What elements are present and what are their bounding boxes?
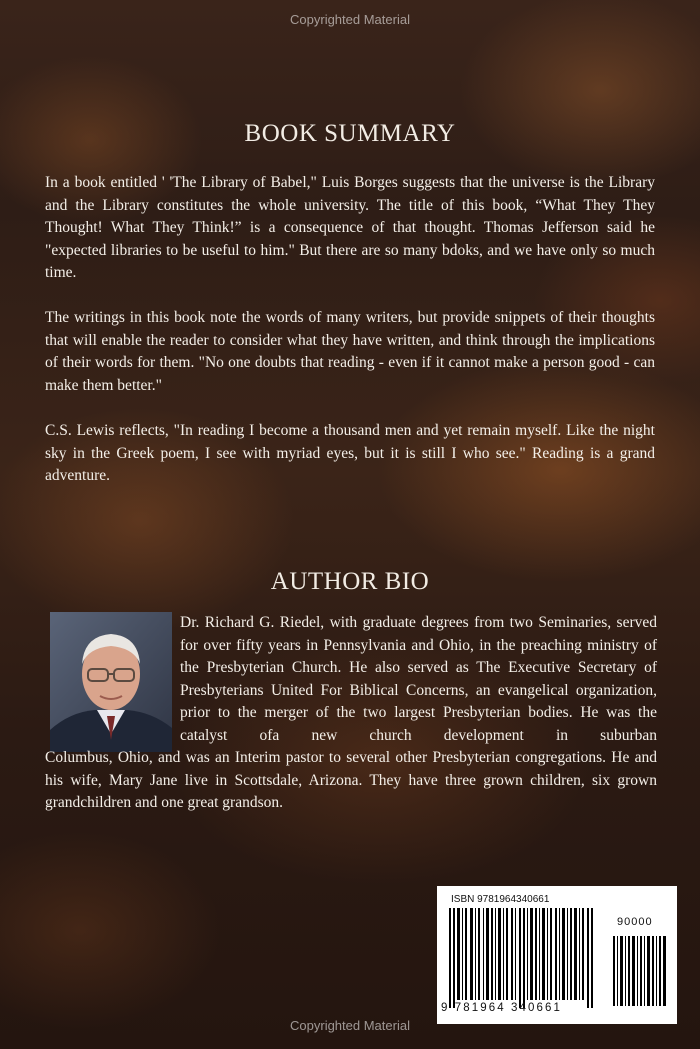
- isbn-barcode: [437, 886, 677, 1024]
- summary-paragraph-2: The writings in this book note the words of many writers, but provide snippets of their thoughts that will enable the reader to consider what they have written, and think through the implications of their words for them. "No one doubts that reading - even if it cannot make a person good - can make them better.": [45, 309, 655, 394]
- isbn-label: ISBN 9781964340661: [451, 894, 550, 905]
- book-summary-heading: BOOK SUMMARY: [244, 120, 456, 147]
- author-bio-text: [45, 612, 657, 815]
- author-bio-paragraph-1: Dr. Richard G. Riedel, with graduate degrees from two Seminaries, served for over fifty years in Pennsylvania and Ohio, in the preaching ministry of the Presbyterian Church. He also served as The Executive Secretary of Presbyterians United For Biblical Concerns, an evangelical organization, prior to the merger of the two largest Presbyterian bodies. He was the catalyst ofa new church development in suburban: [180, 614, 657, 744]
- watermark-bottom: Copyrighted Material: [290, 1018, 410, 1033]
- author-bio-paragraph-2: Columbus, Ohio, and was an Interim pastor to several other Presbyterian congregations. He and his wife, Mary Jane live in Scottsdale, Arizona. They have three grown children, six grown grandchildren and one great grandson.: [45, 749, 657, 811]
- watermark-top: Copyrighted Material: [290, 12, 410, 27]
- isbn-digits: 9 781964 340661: [441, 1002, 563, 1014]
- author-bio-heading: AUTHOR BIO: [270, 568, 430, 595]
- summary-paragraph-1: In a book entitled ' 'The Library of Babel," Luis Borges suggests that the universe is the Library and the Library constitutes the whole university. The title of this book, “What They They Thought! What They Think!” is a consequence of that thought. Thomas Jefferson said he "expected libraries to be useful to him." But there are so many bdoks, and we have only so much time.: [45, 174, 655, 281]
- price-code: 90000: [617, 916, 653, 928]
- summary-paragraph-3: C.S. Lewis reflects, "In reading I become a thousand men and yet remain myself. Like the night sky in the Greek poem, I see with myriad eyes, but it is still I who see." Reading is a grand adventure.: [45, 422, 655, 484]
